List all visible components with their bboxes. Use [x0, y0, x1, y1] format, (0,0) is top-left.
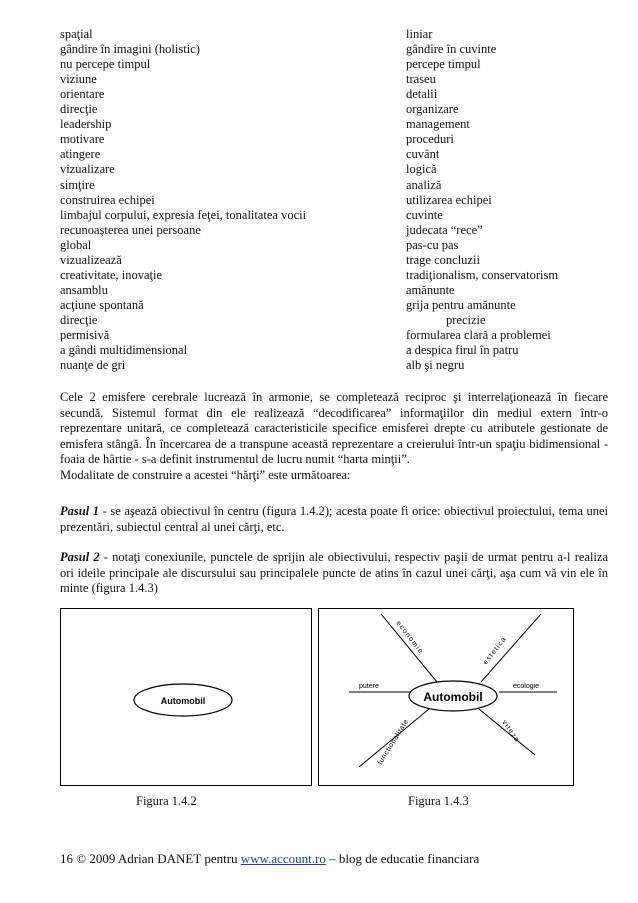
right-hemisphere-trait: motivare — [60, 132, 105, 147]
right-hemisphere-trait: orientare — [60, 87, 105, 102]
left-hemisphere-trait: a despica firul în patru — [406, 343, 519, 358]
step-2-text: - notaţi conexiunile, punctele de sprijin ale obiectivului, respectiv paşii de urmat pentru a-l realiza ori ideile principale ale discursului sau principalele puncte de atins în cazul unei cărţi, aşa cum vă vin ele în minte (figura 1.4.3) — [60, 550, 608, 596]
right-hemisphere-trait: simţire — [60, 177, 95, 192]
right-hemisphere-trait: ansamblu — [60, 282, 108, 297]
left-hemisphere-trait: management — [406, 117, 470, 132]
right-hemisphere-trait: gândire în imagini (holistic) — [60, 42, 200, 57]
figure-1-4-3-canvas — [319, 609, 573, 785]
right-hemisphere-trait: vizualizare — [60, 162, 115, 177]
left-hemisphere-trait: cuvânt — [406, 147, 440, 162]
comparison-row — [60, 268, 620, 283]
right-hemisphere-trait: limbajul corpului, expresia feţei, tonalitatea vocii — [60, 207, 307, 222]
comparison-row — [60, 283, 620, 298]
left-hemisphere-trait: trage concluzii — [406, 252, 480, 267]
caption-figure-1-4-3: Figura 1.4.3 — [408, 794, 469, 808]
comparison-row — [60, 87, 620, 102]
left-hemisphere-trait: analiză — [406, 177, 442, 192]
paragraph-step-2 — [60, 550, 608, 597]
comparison-row — [60, 328, 620, 343]
comparison-row — [60, 117, 620, 132]
central-objective-label: Automobil — [160, 696, 206, 706]
step-1-label: Pasul 1 — [60, 504, 100, 518]
footer-link[interactable]: www.account.ro — [240, 851, 326, 866]
right-hemisphere-trait: recunoaşterea unei persoane — [60, 222, 201, 237]
left-hemisphere-trait: cuvinte — [406, 207, 443, 222]
right-hemisphere-trait: viziune — [60, 72, 97, 87]
page-footer — [60, 851, 479, 867]
comparison-row — [60, 298, 620, 313]
branch-line-economie — [381, 614, 437, 682]
footer-suffix: – blog de educatie financiara — [325, 851, 480, 866]
left-hemisphere-trait: utilizarea echipei — [406, 192, 492, 207]
left-hemisphere-trait: liniar — [406, 27, 433, 41]
step-1-text: - se aşează obiectivul în centru (figura 1.4.2); acesta poate fi orice: obiectivul proiectului, tema unei prezentări, subiectul central al unei cărţi, etc. — [60, 504, 608, 534]
right-hemisphere-trait: construirea echipei — [60, 192, 155, 207]
footer-prefix: 16 © 2009 Adrian DANET pentru — [60, 851, 241, 866]
right-hemisphere-trait: creativitate, inovaţie — [60, 267, 163, 282]
branch-label-ecologie: ecologie — [513, 683, 540, 690]
right-hemisphere-trait: acţiune spontană — [60, 297, 144, 312]
comparison-row — [60, 102, 620, 117]
left-hemisphere-trait: tradiţionalism, conservatorism — [406, 267, 559, 282]
right-hemisphere-trait: direcţie — [60, 102, 98, 117]
comparison-row — [60, 193, 620, 208]
left-hemisphere-trait: amănunte — [406, 282, 455, 297]
left-hemisphere-trait: judecata “rece” — [406, 222, 483, 237]
comparison-row — [60, 208, 620, 223]
figure-1-4-3 — [318, 608, 574, 786]
comparison-row — [60, 238, 620, 253]
comparison-row — [60, 343, 620, 358]
paragraph-hemispheres: Cele 2 emisfere cerebrale lucrează în armonie, se completează reciproc şi interrelaţionează în fiecare secundă. Sistemul format din ele realizează “decodificarea” informaţiilor din mediul extern într-o reprezentare unitară, ce completează caracteristicile specifice emisferei drepte cu atributele gestionate de emisfera stângă. În încercarea de a transpune această reprezentare a creierului într-un spaţiu bidimensional - foaia de hârtie - s-a definit instrumentul de lucru numit “harta minţii”. — [60, 390, 608, 467]
left-hemisphere-trait: alb şi negru — [406, 358, 465, 373]
step-2-label: Pasul 2 — [60, 550, 100, 564]
comparison-row — [60, 27, 620, 42]
right-hemisphere-trait: spaţial — [60, 27, 93, 41]
left-hemisphere-trait: traseu — [406, 72, 436, 87]
paragraph-step-1 — [60, 504, 608, 535]
left-hemisphere-trait: proceduri — [406, 132, 454, 147]
right-hemisphere-trait: a gândi multidimensional — [60, 343, 188, 358]
left-hemisphere-trait: precizie — [446, 312, 486, 327]
comparison-row — [60, 178, 620, 193]
branch-label-putere: putere — [359, 683, 379, 690]
left-hemisphere-trait: logică — [406, 162, 437, 177]
right-hemisphere-trait: vizualizează — [60, 252, 122, 267]
left-hemisphere-trait: percepe timpul — [406, 57, 481, 72]
comparison-row — [60, 223, 620, 238]
right-hemisphere-trait: direcţie — [60, 312, 98, 327]
right-hemisphere-trait: leadership — [60, 117, 112, 132]
comparison-row — [60, 253, 620, 268]
figure-1-4-2 — [60, 608, 312, 786]
comparison-row — [60, 42, 620, 57]
comparison-row — [60, 132, 620, 147]
right-hemisphere-trait: nu percepe timpul — [60, 57, 151, 72]
left-hemisphere-trait: formularea clară a problemei — [406, 328, 551, 342]
comparison-row — [60, 313, 620, 328]
left-hemisphere-trait: grija pentru amănunte — [406, 297, 516, 312]
left-hemisphere-trait: organizare — [406, 102, 459, 117]
comparison-row — [60, 72, 620, 87]
branch-label-viteza: viteza — [500, 719, 521, 745]
right-hemisphere-trait: atingere — [60, 147, 101, 162]
branch-line-estetica — [481, 614, 541, 682]
left-hemisphere-trait: gândire în cuvinte — [406, 42, 497, 57]
branch-label-economie: economie — [394, 619, 425, 656]
left-hemisphere-trait: pas-cu pas — [406, 237, 459, 252]
branch-label-functionalitate: functionalitate — [376, 718, 411, 767]
left-hemisphere-trait: detalii — [406, 87, 438, 102]
figure-1-4-2-canvas — [61, 609, 311, 785]
comparison-row — [60, 162, 620, 177]
comparison-row — [60, 57, 620, 72]
right-hemisphere-trait: global — [60, 237, 92, 252]
comparison-row — [60, 147, 620, 162]
central-objective-label: Automobil — [423, 690, 483, 704]
right-hemisphere-trait: permisivă — [60, 328, 110, 342]
comparison-row — [60, 358, 620, 373]
caption-figure-1-4-2: Figura 1.4.2 — [136, 794, 197, 808]
paragraph-construction-intro: Modalitate de construire a acestei “hărţi” este următoarea: — [60, 468, 351, 482]
branch-label-estetica: estetica — [482, 635, 509, 667]
right-hemisphere-trait: nuanţe de gri — [60, 358, 126, 373]
